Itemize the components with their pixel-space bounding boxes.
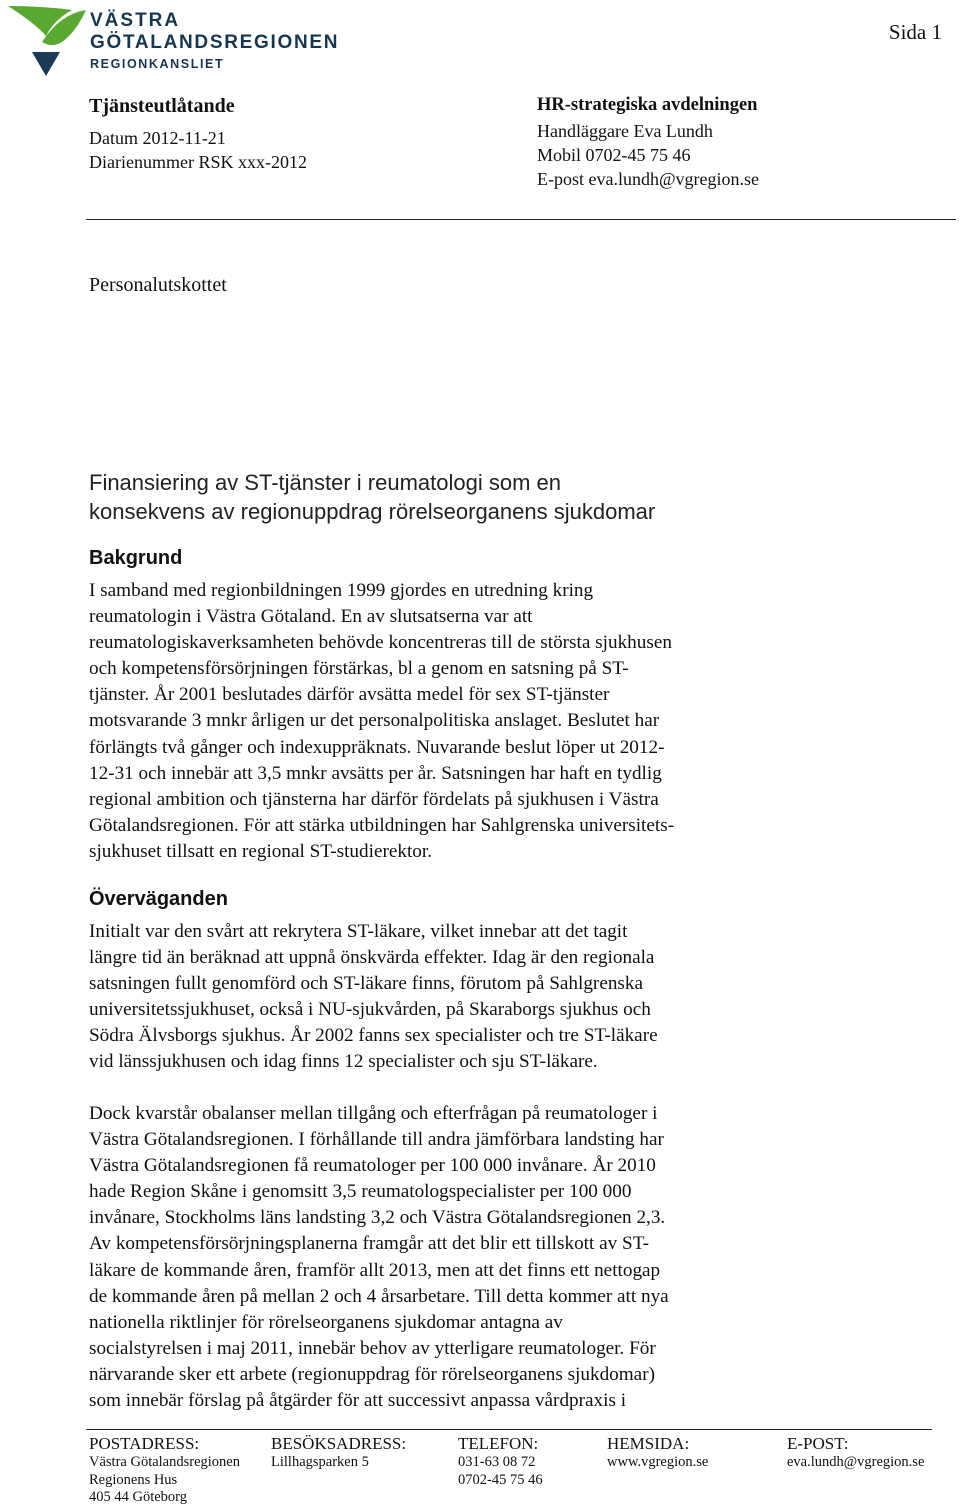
text-line: som innebär förslag på åtgärder för att successivt anpassa vårdpraxis i (89, 1390, 627, 1412)
text-line: tjänster. År 2001 beslutades därför avsätta medel för sex ST-tjänster (89, 684, 610, 706)
footer-value: 0702-45 75 46 (458, 1471, 543, 1488)
text-line: universitetssjukhuset, också i NU-sjukvården, på Skaraborgs sjukhus och (89, 999, 651, 1021)
footer-telefon (458, 1434, 543, 1489)
footer-postadress (89, 1434, 240, 1507)
text-line: reumatologin i Västra Götaland. En av slutsatserna var att (89, 606, 533, 628)
text-line: Dock kvarstår obalanser mellan tillgång och efterfrågan på reumatologer i (89, 1103, 658, 1124)
recipient: Personalutskottet (89, 274, 227, 296)
text-line: förlängts två gånger och indexuppräknats. Nuvarande beslut löper ut 2012- (89, 736, 665, 758)
organization-logo (2, 2, 372, 80)
logo-line-2: GÖTALANDSREGIONEN (90, 32, 340, 53)
text-line: reumatologiskaverksamheten behövde koncentreras till de största sjukhusen (89, 632, 672, 654)
footer-value: 405 44 Göteborg (89, 1489, 188, 1505)
text-line: regional ambition och tjänsterna har därför fördelats på sjukhusen i Västra (89, 788, 659, 810)
vgr-logo-icon (2, 2, 88, 78)
text-line: de kommande åren på mellan 2 och 4 årsarbetare. Till detta kommer att nya (89, 1285, 669, 1307)
footer-label: E-POST: (787, 1434, 849, 1453)
footer-value: Regionens Hus (89, 1471, 178, 1488)
section-heading-bakgrund: Bakgrund (89, 547, 183, 569)
handler-email: E-post eva.lundh@vgregion.se (537, 169, 760, 189)
section-body-overvaganden-p1 (89, 919, 869, 1076)
page-number: Sida 1 (888, 20, 942, 44)
title-line-1: Finansiering av ST-tjänster i reumatologi som en (89, 470, 561, 495)
logo-wordmark (90, 10, 339, 72)
footer-divider (86, 1429, 932, 1430)
footer-value: 031-63 08 72 (458, 1454, 536, 1470)
text-line: Södra Älvsborgs sjukhus. År 2002 fanns sex specialister och tre ST-läkare (89, 1025, 658, 1047)
document-title (89, 468, 849, 526)
text-line: socialstyrelsen i maj 2011, innebär behov av ytterligare reumatologer. För (89, 1337, 656, 1359)
text-line: sjukhuset tillsatt en regional ST-studierektor. (89, 840, 433, 862)
text-line: och kompetensförsörjningen förstärkas, bl a genom en satsning på ST- (89, 658, 629, 680)
text-line: Västra Götalandsregionen. I förhållande till andra jämförbara landsting har (89, 1129, 664, 1151)
text-line: 12-31 och innebär att 3,5 mnkr avsätts per år. Satsningen har haft en tydlig (89, 762, 662, 784)
handler-name: Handläggare Eva Lundh (537, 121, 713, 141)
text-line: Götalandsregionen. För att stärka utbildningen har Sahlgrenska universitets- (89, 814, 675, 836)
footer-label: TELEFON: (458, 1434, 539, 1453)
document-meta (89, 126, 307, 174)
diarienummer: Diarienummer RSK xxx-2012 (89, 152, 307, 172)
text-line: I samband med regionbildningen 1999 gjordes en utredning kring (89, 580, 594, 601)
document-type: Tjänsteutlåtande (89, 95, 235, 117)
logo-line-1: VÄSTRA (90, 10, 181, 31)
footer-besoksadress (271, 1434, 406, 1472)
footer-label: BESÖKSADRESS: (271, 1434, 407, 1453)
text-line: hade Region Skåne i genomsitt 3,5 reumatologspecialister per 100 000 (89, 1181, 632, 1203)
text-line: invånare, Stockholms läns landsting 3,2 och Västra Götalandsregionen 2,3. (89, 1207, 666, 1229)
text-line: vid länssjukhusen och idag finns 12 specialister och sju ST-läkare. (89, 1051, 598, 1073)
footer-hemsida (607, 1434, 708, 1472)
footer-value: Lillhagsparken 5 (271, 1454, 369, 1470)
text-line: satsningen fullt genomförd och ST-läkare finns, förutom på Sahlgrenska (89, 973, 644, 995)
text-line: nationella riktlinjer för rörelseorganens sjukdomar antagna av (89, 1311, 563, 1333)
section-heading-overvaganden: Överväganden (89, 888, 228, 910)
section-body-overvaganden-p2 (89, 1101, 869, 1414)
text-line: närvarande sker ett arbete (regionuppdrag för rörelseorganens sjukdomar) (89, 1363, 655, 1385)
document-date: Datum 2012-11-21 (89, 128, 226, 148)
logo-line-3: REGIONKANSLIET (90, 57, 225, 71)
department: HR-strategiska avdelningen (537, 95, 758, 115)
title-line-2: konsekvens av regionuppdrag rörelseorganens sjukdomar (89, 499, 656, 524)
text-line: längre tid än beräknad att uppnå önskvärda effekter. Idag är den regionala (89, 947, 655, 969)
footer-value: Västra Götalandsregionen (89, 1454, 240, 1470)
header-divider (86, 219, 956, 220)
footer-value: www.vgregion.se (607, 1454, 709, 1470)
footer-label: HEMSIDA: (607, 1434, 690, 1453)
text-line: läkare de kommande åren, framför allt 2013, men att det finns ett nettogap (89, 1259, 661, 1281)
footer-epost (787, 1434, 924, 1472)
section-body-bakgrund (89, 578, 869, 865)
text-line: Av kompetensförsörjningsplanerna framgår att det blir ett tillskott av ST- (89, 1233, 650, 1255)
text-line: Initialt var den svårt att rekrytera ST-läkare, vilket innebar att det tagit (89, 921, 628, 942)
text-line: motsvarande 3 mnkr årligen ur det personalpolitiska anslaget. Beslutet har (89, 710, 660, 732)
footer-label: POSTADRESS: (89, 1434, 200, 1453)
handler-mobile: Mobil 0702-45 75 46 (537, 145, 691, 165)
handler-contact (537, 119, 759, 191)
text-line: Västra Götalandsregionen få reumatologer per 100 000 invånare. År 2010 (89, 1155, 656, 1177)
footer-value: eva.lundh@vgregion.se (787, 1454, 925, 1470)
